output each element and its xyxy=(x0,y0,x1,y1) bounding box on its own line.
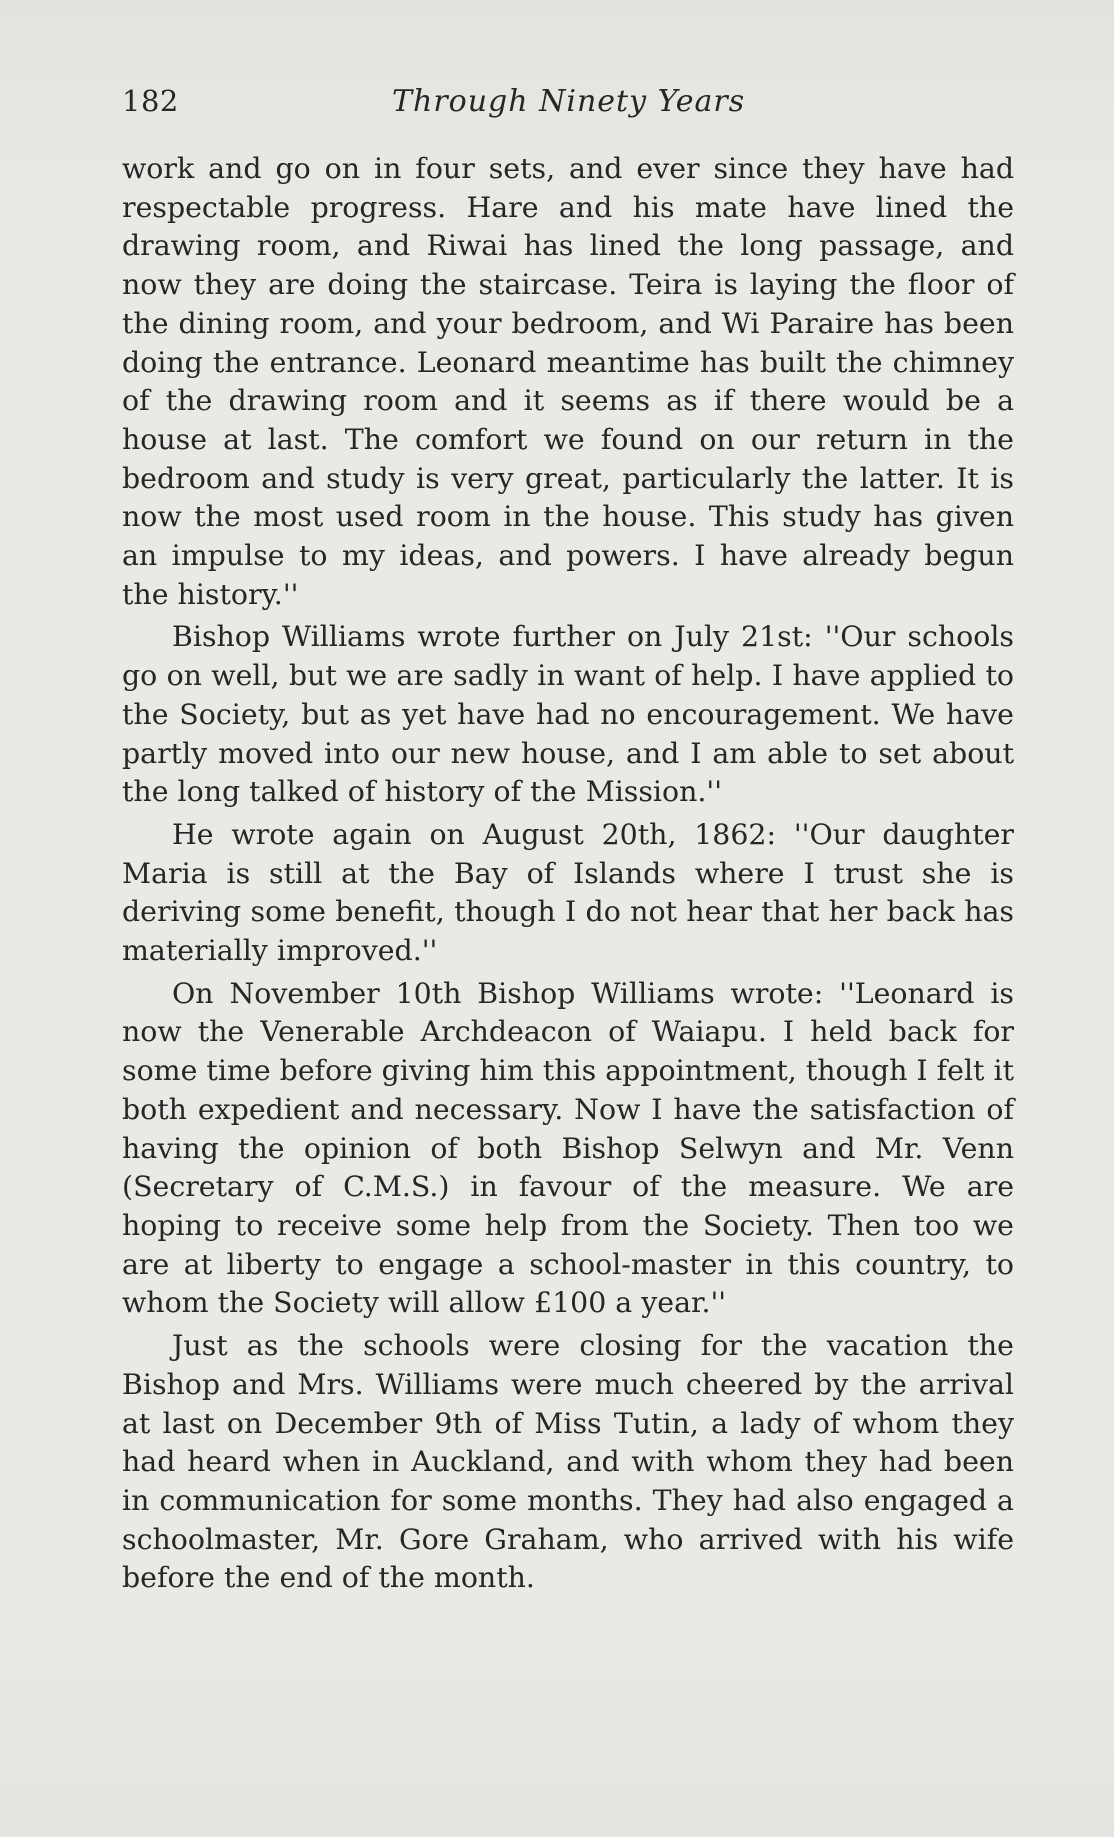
paragraph: He wrote again on August 20th, 1862: ''Our daughter Maria is still at the Bay of Islands where I trust she is deriving some benefit, though I do not hear that her back has materially improved.'' xyxy=(122,817,1014,968)
paragraph: work and go on in four sets, and ever since they have had respectable progress. Hare and his mate have lined the drawing room, and Riwai has lined the long passage, and now they are doing the staircase. Teira is laying the floor of the dining room, and your bedroom, and Wi Paraire has been doing the entrance. Leonard meantime has built the chimney of the drawing room and it seems as if there would be a house at last. The comfort we found on our return in the bedroom and study is very great, particularly the latter. It is now the most used room in the house. This study has given an impulse to my ideas, and powers. I have already begun the history.'' xyxy=(122,152,1014,611)
paragraph: Bishop Williams wrote further on July 21st: ''Our schools go on well, but we are sadly in want of help. I have applied to the Society, but as yet have had no encouragement. We have partly moved into our new house, and I am able to set about the long talked of history of the Mission.'' xyxy=(122,620,1014,809)
paragraph: On November 10th Bishop Williams wrote: ''Leonard is now the Venerable Archdeacon of Waiapu. I held back for some time before giving him this appointment, though I felt it both expedient and necessary. Now I have the satisfaction of having the opinion of both Bishop Selwyn and Mr. Venn (Secretary of C.M.S.) in favour of the measure. We are hoping to receive some help from the Society. Then too we are at liberty to engage a school-master in this country, to whom the Society will allow £100 a year.'' xyxy=(122,976,1014,1320)
page-number: 182 xyxy=(122,84,179,118)
page-header xyxy=(122,84,1014,128)
body-text xyxy=(122,150,1014,1602)
running-title: Through Ninety Years xyxy=(392,84,746,119)
paragraph: Just as the schools were closing for the vacation the Bishop and Mrs. Williams were much cheered by the arrival at last on December 9th of Miss Tutin, a lady of whom they had heard when in Auckland, and with whom they had been in communication for some months. They had also engaged a schoolmaster, Mr. Gore Graham, who arrived with his wife before the end of the month. xyxy=(122,1329,1014,1595)
